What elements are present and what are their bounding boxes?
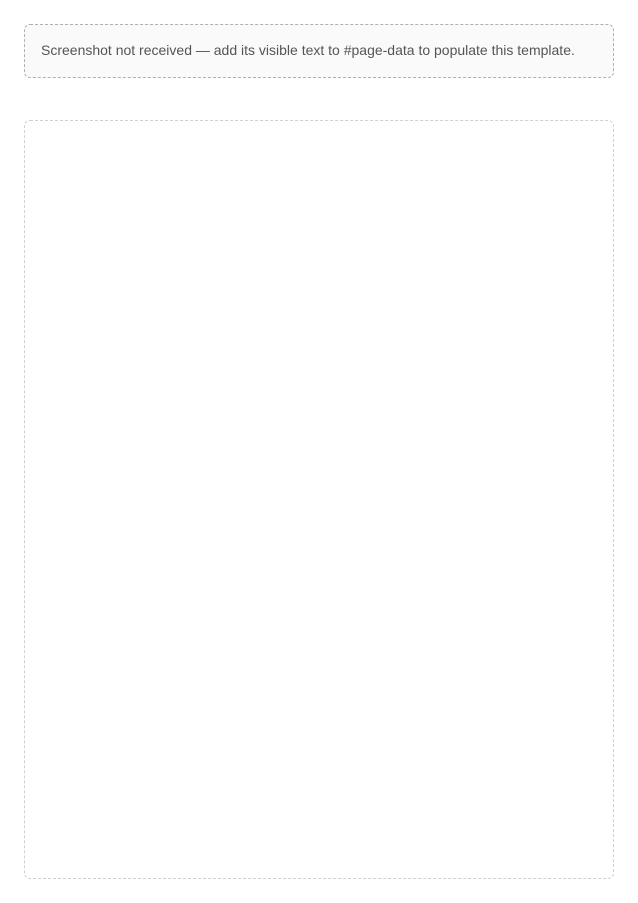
missing-image-notice: Screenshot not received — add its visible text to #page-data to populate this template. [24, 24, 614, 78]
content-region-placeholder [24, 120, 614, 879]
